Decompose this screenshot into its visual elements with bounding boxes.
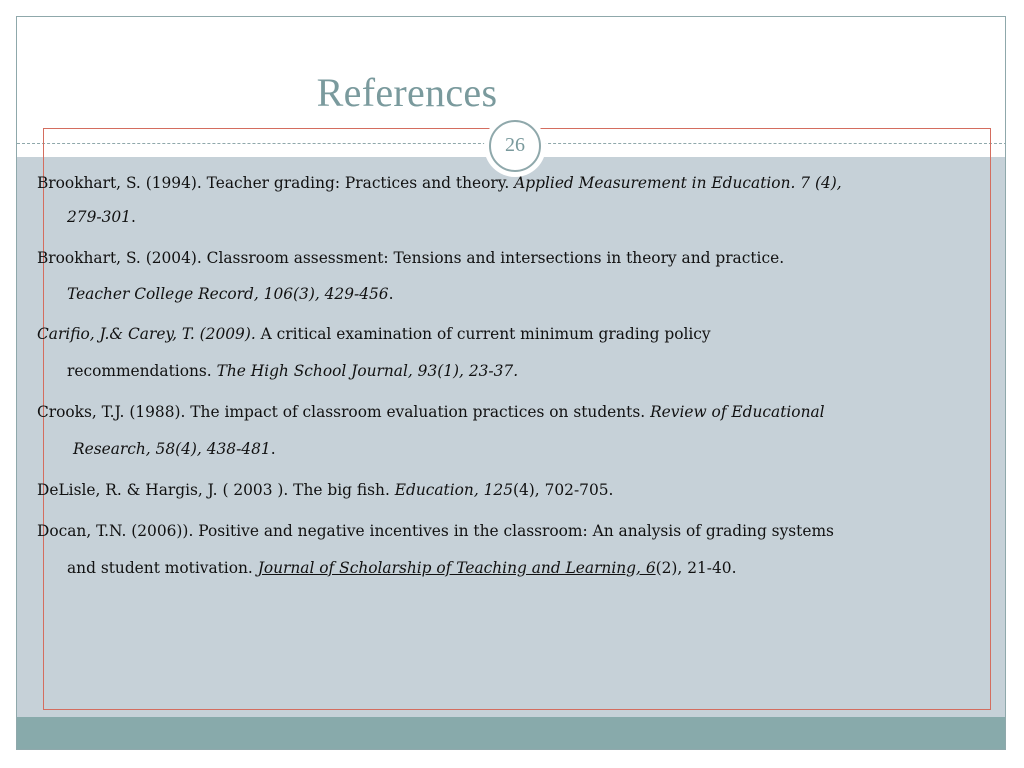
reference-line: recommendations. The High School Journal, 93(1), 23-37. (67, 362, 519, 380)
reference-item (37, 240, 967, 312)
reference-item (37, 316, 967, 390)
reference-item (37, 513, 967, 587)
slide-title: References (316, 70, 498, 115)
reference-line: Teacher College Record, 106(3), 429-456. (67, 285, 394, 303)
reference-item (37, 168, 967, 236)
journal-link-text[interactable]: Journal of Scholarship of Teaching and Learning, 6 (257, 559, 656, 577)
reference-item (37, 472, 967, 509)
reference-line: Crooks, T.J. (1988). The impact of classroom evaluation practices on students. Review of Educational (37, 403, 825, 421)
bottom-band (17, 717, 1006, 750)
reference-line: Research, 58(4), 438-481. (73, 440, 276, 458)
reference-line: and student motivation. Journal of Scholarship of Teaching and Learning, 6(2), 21-40. (67, 559, 737, 577)
page-number: 26 (489, 120, 541, 172)
reference-line: Brookhart, S. (2004). Classroom assessment: Tensions and intersections in theory and practice. (37, 249, 785, 267)
reference-line: DeLisle, R. & Hargis, J. ( 2003 ). The big fish. Education, 125(4), 702-705. (37, 481, 614, 499)
reference-line: Docan, T.N. (2006)). Positive and negative incentives in the classroom: An analysis of grading systems (37, 522, 834, 540)
reference-line: Carifio, J.& Carey, T. (2009). A critical examination of current minimum grading policy (37, 325, 711, 343)
reference-item (37, 394, 967, 468)
reference-line: 279-301. (67, 208, 136, 226)
references-list (37, 168, 967, 591)
reference-line: Brookhart, S. (1994). Teacher grading: Practices and theory. Applied Measurement in Education. 7 (4), (37, 174, 842, 192)
journal-link[interactable] (258, 559, 656, 577)
